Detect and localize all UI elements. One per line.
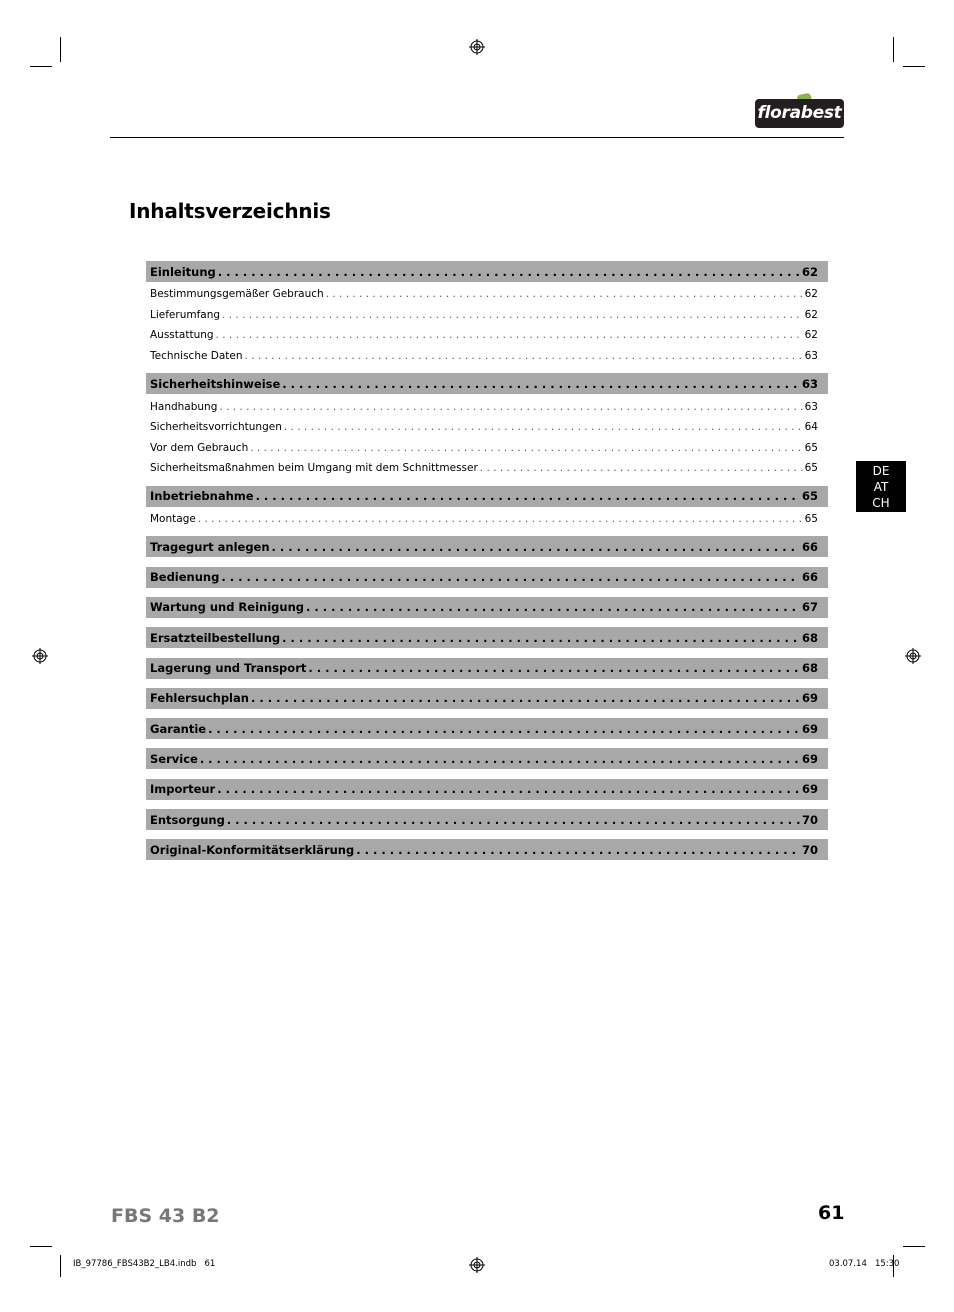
toc-leader-dots [216, 329, 803, 341]
toc-entry-page: 62 [801, 264, 818, 279]
toc-entry-page: 70 [801, 812, 818, 827]
registration-mark-icon [469, 1257, 485, 1273]
toc-entry-page: 69 [801, 782, 818, 797]
toc-leader-dots [251, 691, 800, 705]
toc-leader-dots [480, 462, 803, 474]
language-code: DE [872, 464, 890, 478]
toc-entry-page: 62 [804, 329, 818, 342]
toc-entry-label: Wartung und Reinigung [150, 600, 304, 615]
toc-leader-dots [227, 813, 800, 827]
toc-leader-dots [284, 421, 803, 433]
crop-mark [60, 1255, 61, 1277]
toc-entry-label: Importeur [150, 782, 216, 797]
toc-entry-page: 70 [801, 842, 818, 857]
toc-leader-dots [356, 843, 800, 857]
toc-leader-dots [256, 489, 800, 503]
toc-section-entry[interactable] [146, 779, 828, 800]
toc-entry-page: 65 [804, 513, 818, 526]
crop-mark [893, 37, 894, 62]
toc-section-entry[interactable] [146, 536, 828, 557]
toc-leader-dots [250, 442, 802, 454]
registration-mark-icon [469, 39, 485, 55]
toc-entry-page: 62 [804, 308, 818, 321]
toc-entry-page: 67 [801, 600, 818, 615]
toc-entry-label: Handhabung [150, 400, 218, 413]
toc-leader-dots [272, 540, 800, 554]
crop-mark [30, 66, 52, 67]
toc-entry-page: 63 [801, 376, 818, 391]
toc-subsection-entry[interactable] [146, 396, 828, 417]
toc-entry-label: Technische Daten [150, 350, 243, 363]
crop-mark [30, 1246, 52, 1247]
header-rule [110, 137, 844, 138]
toc-entry-label: Sicherheitsvorrichtungen [150, 421, 282, 434]
toc-entry-label: Sicherheitsmaßnahmen beim Umgang mit dem Schnittmesser [150, 462, 478, 475]
toc-entry-page: 65 [804, 462, 818, 475]
registration-mark-icon [32, 648, 48, 664]
toc-entry-label: Original-Konformitätserklärung [150, 842, 355, 857]
toc-section-entry[interactable] [146, 748, 828, 769]
print-slug-date: 03.07.14 15:30 [829, 1259, 900, 1269]
toc-entry-page: 69 [801, 691, 818, 706]
toc-entry-label: Lagerung und Transport [150, 661, 307, 676]
toc-entry-label: Garantie [150, 721, 207, 736]
brand-logo: florabest [755, 99, 844, 128]
toc-section-entry[interactable] [146, 261, 828, 282]
toc-section-entry[interactable] [146, 809, 828, 830]
toc-entry-label: Entsorgung [150, 812, 225, 827]
toc-subsection-entry[interactable] [146, 509, 828, 530]
toc-entry-label: Einleitung [150, 264, 216, 279]
toc-subsection-entry[interactable] [146, 346, 828, 367]
toc-entry-page: 68 [801, 661, 818, 676]
crop-mark [60, 37, 61, 62]
language-tab [856, 461, 906, 512]
toc-section-entry[interactable] [146, 627, 828, 648]
toc-entry-page: 66 [801, 539, 818, 554]
table-of-contents [146, 261, 828, 860]
toc-section-entry[interactable] [146, 597, 828, 618]
toc-section-entry[interactable] [146, 718, 828, 739]
toc-entry-page: 62 [804, 288, 818, 301]
registration-mark-icon [905, 648, 921, 664]
toc-section-entry[interactable] [146, 373, 828, 394]
toc-subsection-entry[interactable] [146, 305, 828, 326]
toc-subsection-entry[interactable] [146, 325, 828, 346]
toc-entry-page: 69 [801, 721, 818, 736]
page-number: 61 [818, 1202, 845, 1224]
toc-leader-dots [221, 570, 800, 584]
crop-mark [903, 66, 925, 67]
print-slug-file: IB_97786_FBS43B2_LB4.indb 61 [73, 1259, 216, 1269]
toc-entry-label: Bedienung [150, 570, 220, 585]
toc-entry-label: Lieferumfang [150, 308, 221, 321]
toc-leader-dots [282, 377, 800, 391]
page-title: Inhaltsverzeichnis [129, 199, 331, 223]
toc-entry-label: Ausstattung [150, 329, 214, 342]
language-code: AT [873, 480, 889, 494]
toc-section-entry[interactable] [146, 658, 828, 679]
toc-entry-label: Inbetriebnahme [150, 489, 254, 504]
toc-entry-page: 65 [801, 489, 818, 504]
toc-leader-dots [306, 600, 800, 614]
crop-mark [903, 1246, 925, 1247]
toc-entry-page: 69 [801, 751, 818, 766]
toc-section-entry[interactable] [146, 839, 828, 860]
toc-section-entry[interactable] [146, 486, 828, 507]
toc-subsection-entry[interactable] [146, 417, 828, 438]
toc-entry-page: 66 [801, 570, 818, 585]
toc-entry-label: Service [150, 751, 198, 766]
toc-entry-page: 64 [804, 421, 818, 434]
toc-leader-dots [217, 782, 800, 796]
toc-entry-label: Ersatzteilbestellung [150, 630, 281, 645]
toc-entry-page: 68 [801, 630, 818, 645]
toc-leader-dots [326, 288, 803, 300]
language-code: CH [872, 496, 890, 510]
model-number: FBS 43 B2 [111, 1205, 220, 1227]
toc-section-entry[interactable] [146, 567, 828, 588]
toc-leader-dots [198, 513, 803, 525]
toc-leader-dots [222, 309, 803, 321]
toc-leader-dots [218, 265, 800, 279]
toc-subsection-entry[interactable] [146, 458, 828, 479]
toc-entry-page: 65 [804, 441, 818, 454]
toc-entry-label: Fehlersuchplan [150, 691, 249, 706]
toc-entry-page: 63 [804, 400, 818, 413]
toc-leader-dots [208, 722, 800, 736]
toc-section-entry[interactable] [146, 688, 828, 709]
toc-subsection-entry[interactable] [146, 284, 828, 305]
toc-leader-dots [200, 752, 800, 766]
toc-entry-label: Vor dem Gebrauch [150, 441, 249, 454]
toc-leader-dots [219, 401, 802, 413]
toc-entry-label: Montage [150, 513, 196, 526]
toc-entry-label: Bestimmungsgemäßer Gebrauch [150, 288, 324, 301]
toc-leader-dots [245, 350, 803, 362]
toc-leader-dots [282, 631, 800, 645]
toc-entry-label: Tragegurt anlegen [150, 539, 270, 554]
toc-entry-page: 63 [804, 350, 818, 363]
toc-entry-label: Sicherheitshinweise [150, 376, 281, 391]
toc-leader-dots [308, 661, 800, 675]
toc-subsection-entry[interactable] [146, 438, 828, 459]
